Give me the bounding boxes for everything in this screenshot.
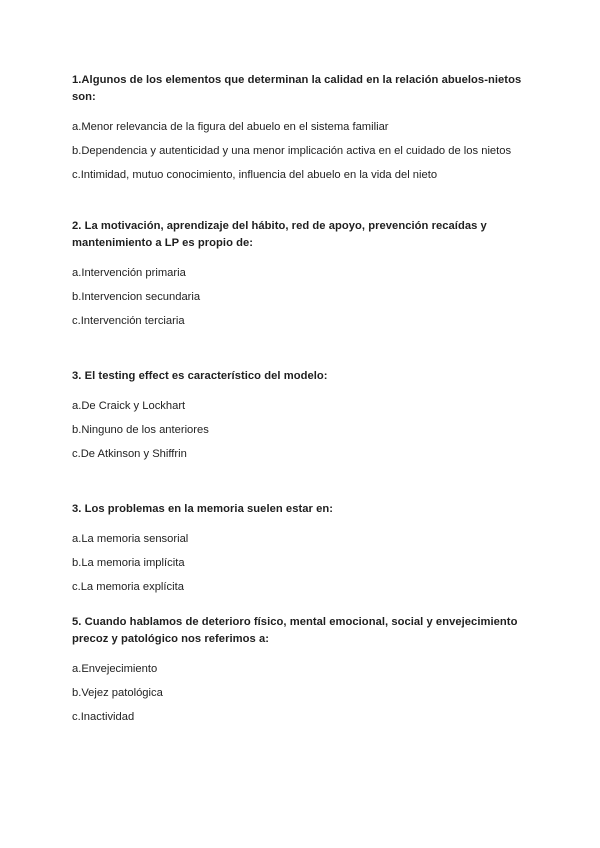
question-1 [72, 72, 542, 192]
question-text: 3. El testing effect es característico del modelo: [72, 370, 328, 382]
answer-option-b: b.La memoria implícita [72, 557, 185, 569]
answer-option-b: b.Ninguno de los anteriores [72, 424, 209, 436]
answer-option-c: c.Inactividad [72, 711, 135, 723]
answer-option-b: b.Dependencia y autenticidad y una menor implicación activa en el cuidado de los nietos [72, 145, 512, 157]
answer-option-c: c.Intervención terciaria [72, 315, 185, 327]
question-text: 5. Cuando hablamos de deterioro físico, mental emocional, social y envejecimiento precoz y patológico nos referimos a: [72, 616, 518, 645]
question-text: 3. Los problemas en la memoria suelen estar en: [72, 503, 334, 515]
question-3 [72, 368, 542, 471]
answer-option-c: c.Intimidad, mutuo conocimiento, influencia del abuelo en la vida del nieto [72, 169, 438, 181]
answer-option-a: a.Envejecimiento [72, 663, 158, 675]
question-4 [72, 501, 542, 604]
answer-option-c: c.La memoria explícita [72, 581, 184, 593]
question-2 [72, 218, 542, 338]
answer-option-a: a.Menor relevancia de la figura del abuelo en el sistema familiar [72, 121, 389, 133]
answer-option-a: a.La memoria sensorial [72, 533, 189, 545]
answer-option-b: b.Intervencion secundaria [72, 291, 201, 303]
answer-option-a: a.Intervención primaria [72, 267, 186, 279]
answer-option-c: c.De Atkinson y Shiffrin [72, 448, 187, 460]
answer-option-b: b.Vejez patológica [72, 687, 163, 699]
question-5 [72, 614, 542, 734]
answer-option-a: a.De Craick y Lockhart [72, 400, 186, 412]
question-text: 1.Algunos de los elementos que determinan la calidad en la relación abuelos-nietos son: [72, 74, 522, 103]
question-text: 2. La motivación, aprendizaje del hábito, red de apoyo, prevención recaídas y mantenimiento a LP es propio de: [72, 220, 487, 249]
